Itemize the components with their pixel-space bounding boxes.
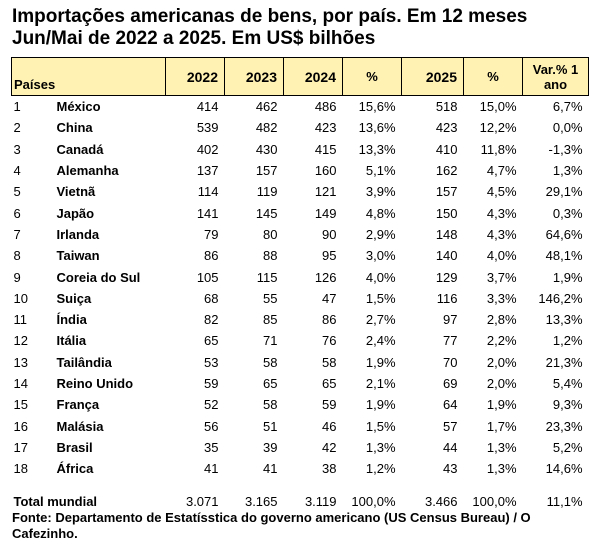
cell-2025: 129 bbox=[435, 269, 458, 285]
cell-pct-2024: 1,2% bbox=[365, 461, 396, 477]
cell-2023: 55 bbox=[263, 290, 278, 306]
cell-country: México bbox=[56, 99, 101, 115]
cell-var: 146,2% bbox=[538, 290, 583, 306]
total-2024: 3.119 bbox=[304, 494, 337, 510]
cell-pct-2025: 4,0% bbox=[486, 248, 517, 264]
cell-var: 64,6% bbox=[545, 226, 583, 242]
cell-var: 1,3% bbox=[552, 163, 583, 179]
cell-rank: 2 bbox=[13, 120, 21, 136]
cell-2024: 47 bbox=[322, 290, 337, 306]
cell-pct-2024: 1,9% bbox=[365, 354, 396, 370]
table-row bbox=[12, 288, 589, 309]
total-2025: 3.466 bbox=[424, 494, 458, 510]
cell-2023: 430 bbox=[255, 141, 278, 157]
cell-pct-2024: 3,0% bbox=[365, 248, 396, 264]
header-pct-2024: % bbox=[343, 58, 402, 96]
cell-2023: 145 bbox=[255, 205, 278, 221]
table-row bbox=[12, 245, 589, 266]
cell-pct-2025: 4,3% bbox=[486, 205, 517, 221]
cell-2023: 119 bbox=[256, 184, 278, 200]
source-note: Fonte: Departamento de Estatísstica do governo americano (US Census Bureau) / O Cafezinho. bbox=[12, 510, 531, 541]
cell-2025: 157 bbox=[435, 184, 458, 200]
cell-var: 0,0% bbox=[552, 120, 583, 136]
header-2024: 2024 bbox=[284, 58, 343, 96]
cell-2025: 70 bbox=[443, 354, 458, 370]
cell-pct-2025: 4,5% bbox=[486, 184, 517, 200]
cell-country: Suiça bbox=[56, 290, 92, 306]
cell-2022: 402 bbox=[196, 141, 219, 157]
cell-2024: 126 bbox=[314, 269, 337, 285]
cell-2022: 86 bbox=[204, 248, 219, 264]
cell-2022: 68 bbox=[204, 290, 219, 306]
cell-2022: 82 bbox=[204, 312, 219, 328]
cell-country: Canadá bbox=[56, 141, 104, 157]
cell-pct-2025: 12,2% bbox=[479, 120, 517, 136]
cell-var: 21,3% bbox=[545, 354, 583, 370]
table-row bbox=[12, 330, 589, 351]
cell-var: 13,3% bbox=[545, 312, 583, 328]
cell-2023: 51 bbox=[263, 418, 278, 434]
cell-2022: 41 bbox=[204, 461, 219, 477]
cell-rank: 12 bbox=[13, 333, 28, 349]
cell-2025: 43 bbox=[443, 461, 458, 477]
cell-pct-2025: 3,7% bbox=[486, 269, 517, 285]
cell-2022: 141 bbox=[196, 205, 219, 221]
cell-country: Itália bbox=[56, 333, 87, 349]
total-pct-2025: 100,0% bbox=[472, 494, 517, 510]
cell-rank: 14 bbox=[13, 376, 28, 391]
cell-2022: 52 bbox=[204, 397, 219, 413]
cell-pct-2024: 1,9% bbox=[365, 397, 396, 413]
cell-var: 5,4% bbox=[552, 376, 583, 391]
table-row bbox=[12, 181, 589, 202]
table-body bbox=[12, 96, 589, 512]
cell-rank: 1 bbox=[13, 99, 21, 115]
cell-2022: 539 bbox=[196, 120, 219, 136]
cell-2025: 162 bbox=[435, 163, 458, 179]
cell-pct-2024: 4,0% bbox=[365, 269, 396, 285]
cell-var: 14,6% bbox=[545, 461, 583, 477]
cell-rank: 17 bbox=[13, 439, 28, 455]
cell-2025: 77 bbox=[443, 333, 458, 349]
cell-2025: 69 bbox=[443, 376, 458, 391]
cell-2023: 85 bbox=[263, 312, 278, 328]
cell-pct-2024: 2,7% bbox=[365, 312, 396, 328]
cell-rank: 9 bbox=[13, 269, 21, 285]
cell-pct-2024: 2,9% bbox=[365, 226, 396, 242]
cell-rank: 8 bbox=[13, 248, 21, 264]
table-row bbox=[12, 309, 589, 330]
table-row bbox=[12, 458, 589, 479]
cell-var: 6,7% bbox=[552, 99, 583, 115]
cell-2024: 46 bbox=[322, 418, 337, 434]
cell-var: 0,3% bbox=[552, 205, 583, 221]
cell-2024: 486 bbox=[314, 99, 337, 115]
total-var: 11,1% bbox=[546, 494, 583, 510]
cell-rank: 6 bbox=[13, 205, 21, 221]
cell-2024: 95 bbox=[322, 248, 337, 264]
cell-2025: 150 bbox=[435, 205, 458, 221]
cell-pct-2025: 2,2% bbox=[486, 333, 517, 349]
cell-var: 29,1% bbox=[545, 184, 583, 200]
table-row bbox=[12, 96, 589, 118]
cell-country: Brasil bbox=[56, 439, 93, 455]
cell-2023: 80 bbox=[263, 226, 278, 242]
cell-2025: 44 bbox=[443, 439, 458, 455]
cell-var: -1,3% bbox=[548, 141, 583, 157]
cell-2024: 149 bbox=[314, 205, 337, 221]
cell-rank: 11 bbox=[13, 312, 27, 328]
cell-pct-2024: 13,3% bbox=[358, 141, 396, 157]
cell-2022: 137 bbox=[196, 163, 219, 179]
cell-2024: 90 bbox=[322, 226, 337, 242]
cell-pct-2025: 4,7% bbox=[486, 163, 517, 179]
cell-2025: 140 bbox=[435, 248, 458, 264]
cell-rank: 16 bbox=[13, 418, 28, 434]
header-paises: Países bbox=[12, 58, 166, 96]
cell-pct-2025: 1,9% bbox=[486, 397, 517, 413]
table-row bbox=[12, 139, 589, 160]
cell-country: Malásia bbox=[56, 418, 104, 434]
cell-var: 5,2% bbox=[552, 439, 583, 455]
table-row bbox=[12, 394, 589, 415]
cell-rank: 7 bbox=[13, 226, 21, 242]
cell-pct-2024: 1,3% bbox=[365, 439, 396, 455]
table-row bbox=[12, 266, 589, 287]
cell-2024: 76 bbox=[322, 333, 337, 349]
cell-pct-2024: 1,5% bbox=[365, 290, 396, 306]
cell-2023: 65 bbox=[263, 376, 278, 391]
cell-2022: 56 bbox=[204, 418, 219, 434]
cell-2024: 59 bbox=[322, 397, 337, 413]
table-row bbox=[12, 415, 589, 436]
table-row bbox=[12, 352, 589, 373]
cell-2022: 105 bbox=[196, 269, 219, 285]
cell-2025: 116 bbox=[436, 290, 458, 306]
cell-pct-2025: 11,8% bbox=[480, 141, 517, 157]
header-var: Var.% 1 ano bbox=[523, 58, 589, 96]
table-row bbox=[12, 160, 589, 181]
cell-var: 48,1% bbox=[545, 248, 583, 264]
table-row bbox=[12, 437, 589, 458]
header-2022: 2022 bbox=[166, 58, 225, 96]
total-2022: 3.071 bbox=[185, 494, 219, 510]
cell-pct-2024: 2,4% bbox=[365, 333, 396, 349]
total-label: Total mundial bbox=[13, 494, 98, 510]
cell-var: 23,3% bbox=[545, 418, 583, 434]
cell-2023: 58 bbox=[263, 397, 278, 413]
cell-2025: 64 bbox=[443, 397, 458, 413]
cell-country: África bbox=[56, 461, 94, 477]
cell-rank: 18 bbox=[13, 461, 28, 477]
cell-rank: 3 bbox=[13, 141, 21, 157]
cell-country: Irlanda bbox=[56, 226, 100, 242]
cell-2023: 39 bbox=[263, 439, 278, 455]
total-2023: 3.165 bbox=[244, 494, 278, 510]
cell-pct-2024: 4,8% bbox=[365, 205, 396, 221]
cell-rank: 15 bbox=[13, 397, 28, 413]
cell-rank: 10 bbox=[13, 290, 28, 306]
chart-title: Importações americanas de bens, por país. Em 12 meses Jun/Mai de 2022 a 2025. Em US$ bilhões bbox=[12, 6, 528, 49]
cell-pct-2025: 2,0% bbox=[486, 354, 517, 370]
cell-2023: 58 bbox=[263, 354, 278, 370]
table-row bbox=[12, 117, 589, 138]
cell-country: Japão bbox=[56, 205, 95, 221]
cell-pct-2025: 3,3% bbox=[486, 290, 517, 306]
cell-2023: 88 bbox=[263, 248, 278, 264]
cell-pct-2025: 15,0% bbox=[479, 99, 517, 115]
cell-2023: 71 bbox=[263, 333, 278, 349]
cell-pct-2025: 1,3% bbox=[486, 461, 517, 477]
cell-country: China bbox=[56, 120, 93, 136]
header-pct-2025: % bbox=[464, 58, 523, 96]
cell-country: Índia bbox=[56, 312, 87, 328]
header-row bbox=[12, 58, 589, 96]
cell-2024: 58 bbox=[322, 354, 337, 370]
table-row bbox=[12, 202, 589, 223]
cell-2025: 148 bbox=[435, 226, 458, 242]
cell-2025: 423 bbox=[435, 120, 458, 136]
cell-pct-2024: 5,1% bbox=[365, 163, 396, 179]
cell-country: Vietnã bbox=[56, 184, 96, 200]
cell-2025: 518 bbox=[435, 99, 458, 115]
cell-country: Alemanha bbox=[56, 163, 119, 179]
cell-2024: 65 bbox=[322, 376, 337, 391]
table-row bbox=[12, 373, 589, 394]
cell-pct-2025: 2,0% bbox=[486, 376, 517, 391]
total-pct-2024: 100,0% bbox=[351, 494, 396, 510]
cell-2022: 79 bbox=[204, 226, 219, 242]
cell-pct-2024: 2,1% bbox=[365, 376, 396, 391]
cell-2022: 59 bbox=[204, 376, 219, 391]
cell-2022: 65 bbox=[204, 333, 219, 349]
cell-2024: 121 bbox=[314, 184, 337, 200]
table-row bbox=[12, 224, 589, 245]
cell-var: 1,2% bbox=[552, 333, 583, 349]
cell-country: Tailândia bbox=[56, 354, 112, 370]
cell-country: Taiwan bbox=[56, 248, 100, 264]
cell-pct-2025: 2,8% bbox=[486, 312, 517, 328]
cell-2025: 57 bbox=[443, 418, 458, 434]
cell-2024: 160 bbox=[314, 163, 337, 179]
cell-pct-2025: 4,3% bbox=[486, 226, 517, 242]
cell-pct-2025: 1,3% bbox=[486, 439, 517, 455]
cell-2024: 423 bbox=[314, 120, 337, 136]
cell-2022: 53 bbox=[204, 354, 219, 370]
cell-country: Reino Unido bbox=[56, 376, 134, 391]
header-2023: 2023 bbox=[225, 58, 284, 96]
cell-pct-2024: 15,6% bbox=[358, 99, 396, 115]
cell-2024: 415 bbox=[314, 141, 337, 157]
cell-2024: 42 bbox=[322, 439, 337, 455]
cell-pct-2024: 3,9% bbox=[365, 184, 396, 200]
cell-2023: 115 bbox=[256, 269, 278, 285]
cell-rank: 5 bbox=[13, 184, 21, 200]
header-2025: 2025 bbox=[402, 58, 464, 96]
cell-2023: 41 bbox=[263, 461, 278, 477]
cell-rank: 13 bbox=[13, 354, 28, 370]
cell-rank: 4 bbox=[13, 163, 21, 179]
cell-2022: 414 bbox=[196, 99, 219, 115]
cell-var: 1,9% bbox=[552, 269, 583, 285]
imports-table bbox=[11, 57, 589, 511]
cell-pct-2025: 1,7% bbox=[486, 418, 517, 434]
cell-2024: 38 bbox=[322, 461, 337, 477]
total-row bbox=[12, 479, 589, 511]
cell-pct-2024: 13,6% bbox=[358, 120, 396, 136]
cell-country: França bbox=[56, 397, 100, 413]
cell-2022: 35 bbox=[204, 439, 219, 455]
cell-2023: 462 bbox=[255, 99, 278, 115]
cell-2025: 410 bbox=[435, 141, 458, 157]
cell-var: 9,3% bbox=[552, 397, 583, 413]
cell-2025: 97 bbox=[443, 312, 458, 328]
cell-2022: 114 bbox=[197, 184, 219, 200]
cell-country: Coreia do Sul bbox=[56, 269, 141, 285]
cell-2023: 157 bbox=[255, 163, 278, 179]
cell-2023: 482 bbox=[255, 120, 278, 136]
cell-pct-2024: 1,5% bbox=[365, 418, 396, 434]
cell-2024: 86 bbox=[322, 312, 337, 328]
